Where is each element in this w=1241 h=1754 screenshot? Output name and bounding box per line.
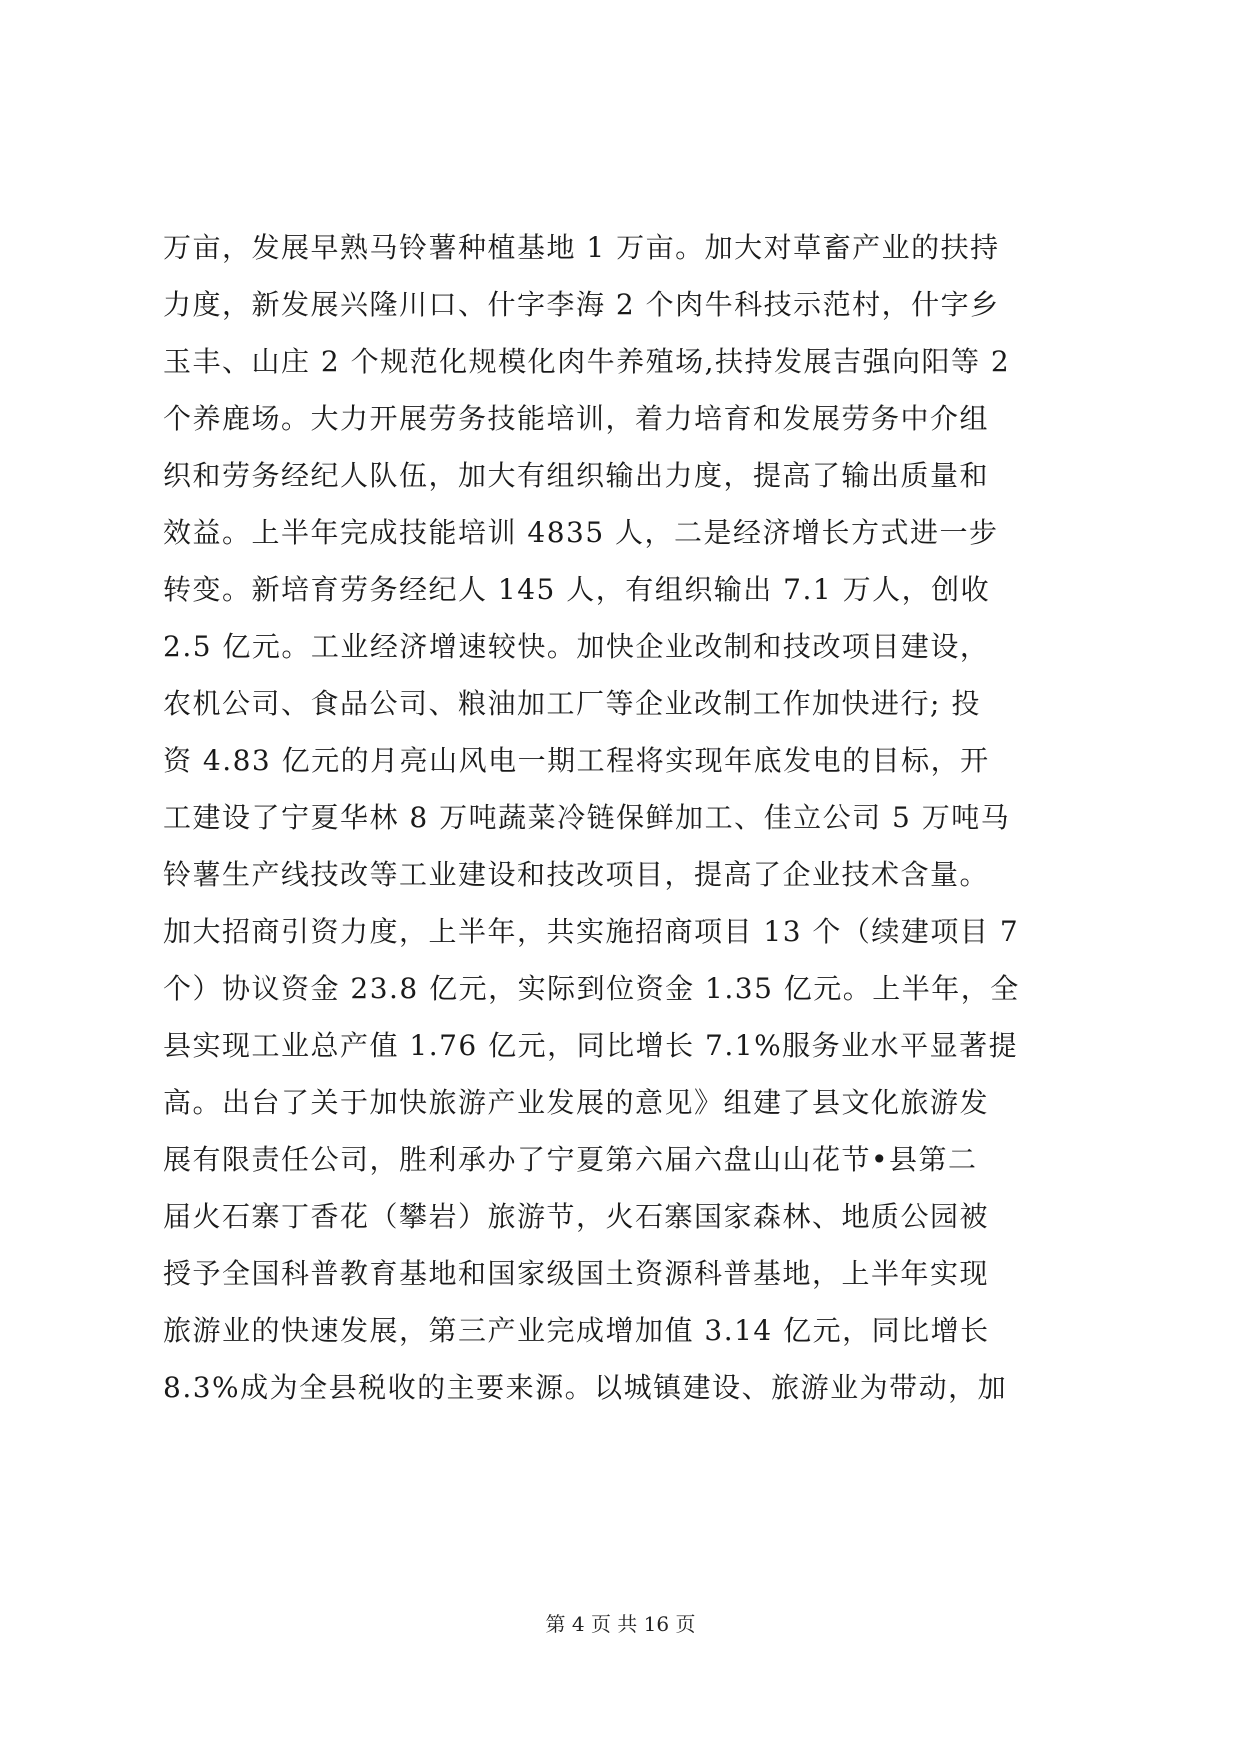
text-line: 旅游业的快速发展，第三产业完成增加值 3.14 亿元，同比增长	[163, 1314, 990, 1347]
text-line: 个养鹿场。大力开展劳务技能培训，着力培育和发展劳务中介组	[163, 402, 990, 435]
text-line: 个）协议资金 23.8 亿元，实际到位资金 1.35 亿元。上半年，全	[163, 972, 1020, 1005]
text-line: 加大招商引资力度，上半年，共实施招商项目 13 个（续建项目 7	[163, 915, 1020, 948]
text-line: 织和劳务经纪人队伍，加大有组织输出力度，提高了输出质量和	[163, 459, 990, 492]
text-line: 农机公司、食品公司、粮油加工厂等企业改制工作加快进行; 投	[163, 687, 981, 720]
page-footer: 第 4 页 共 16 页	[545, 1612, 696, 1636]
text-line: 铃薯生产线技改等工业建设和技改项目，提高了企业技术含量。	[163, 858, 990, 891]
text-line: 展有限责任公司，胜利承办了宁夏第六届六盘山山花节•县第二	[163, 1143, 978, 1176]
text-line: 资 4.83 亿元的月亮山风电一期工程将实现年底发电的目标，开	[163, 744, 990, 777]
text-line: 工建设了宁夏华林 8 万吨蔬菜冷链保鲜加工、佳立公司 5 万吨马	[163, 801, 1011, 834]
text-line: 转变。新培育劳务经纪人 145 人，有组织输出 7.1 万人，创收	[163, 573, 991, 606]
text-line: 8.3%成为全县税收的主要来源。以城镇建设、旅游业为带动，加	[163, 1371, 1008, 1404]
text-line: 县实现工业总产值 1.76 亿元，同比增长 7.1%服务业水平显著提	[163, 1029, 1019, 1062]
text-line: 万亩，发展早熟马铃薯种植基地 1 万亩。加大对草畜产业的扶持	[163, 231, 1000, 264]
text-line: 2.5 亿元。工业经济增速较快。加快企业改制和技改项目建设，	[163, 630, 990, 663]
text-line: 效益。上半年完成技能培训 4835 人，二是经济增长方式进一步	[163, 516, 999, 549]
text-line: 玉丰、山庄 2 个规范化规模化肉牛养殖场,扶持发展吉强向阳等 2	[163, 345, 1011, 378]
text-line: 高。出台了关于加快旅游产业发展的意见》组建了县文化旅游发	[163, 1086, 990, 1119]
text-line: 授予全国科普教育基地和国家级国土资源科普基地，上半年实现	[163, 1257, 990, 1290]
text-line: 届火石寨丁香花（攀岩）旅游节，火石寨国家森林、地质公园被	[163, 1200, 990, 1233]
text-line: 力度，新发展兴隆川口、什字李海 2 个肉牛科技示范村，什字乡	[163, 288, 1000, 321]
